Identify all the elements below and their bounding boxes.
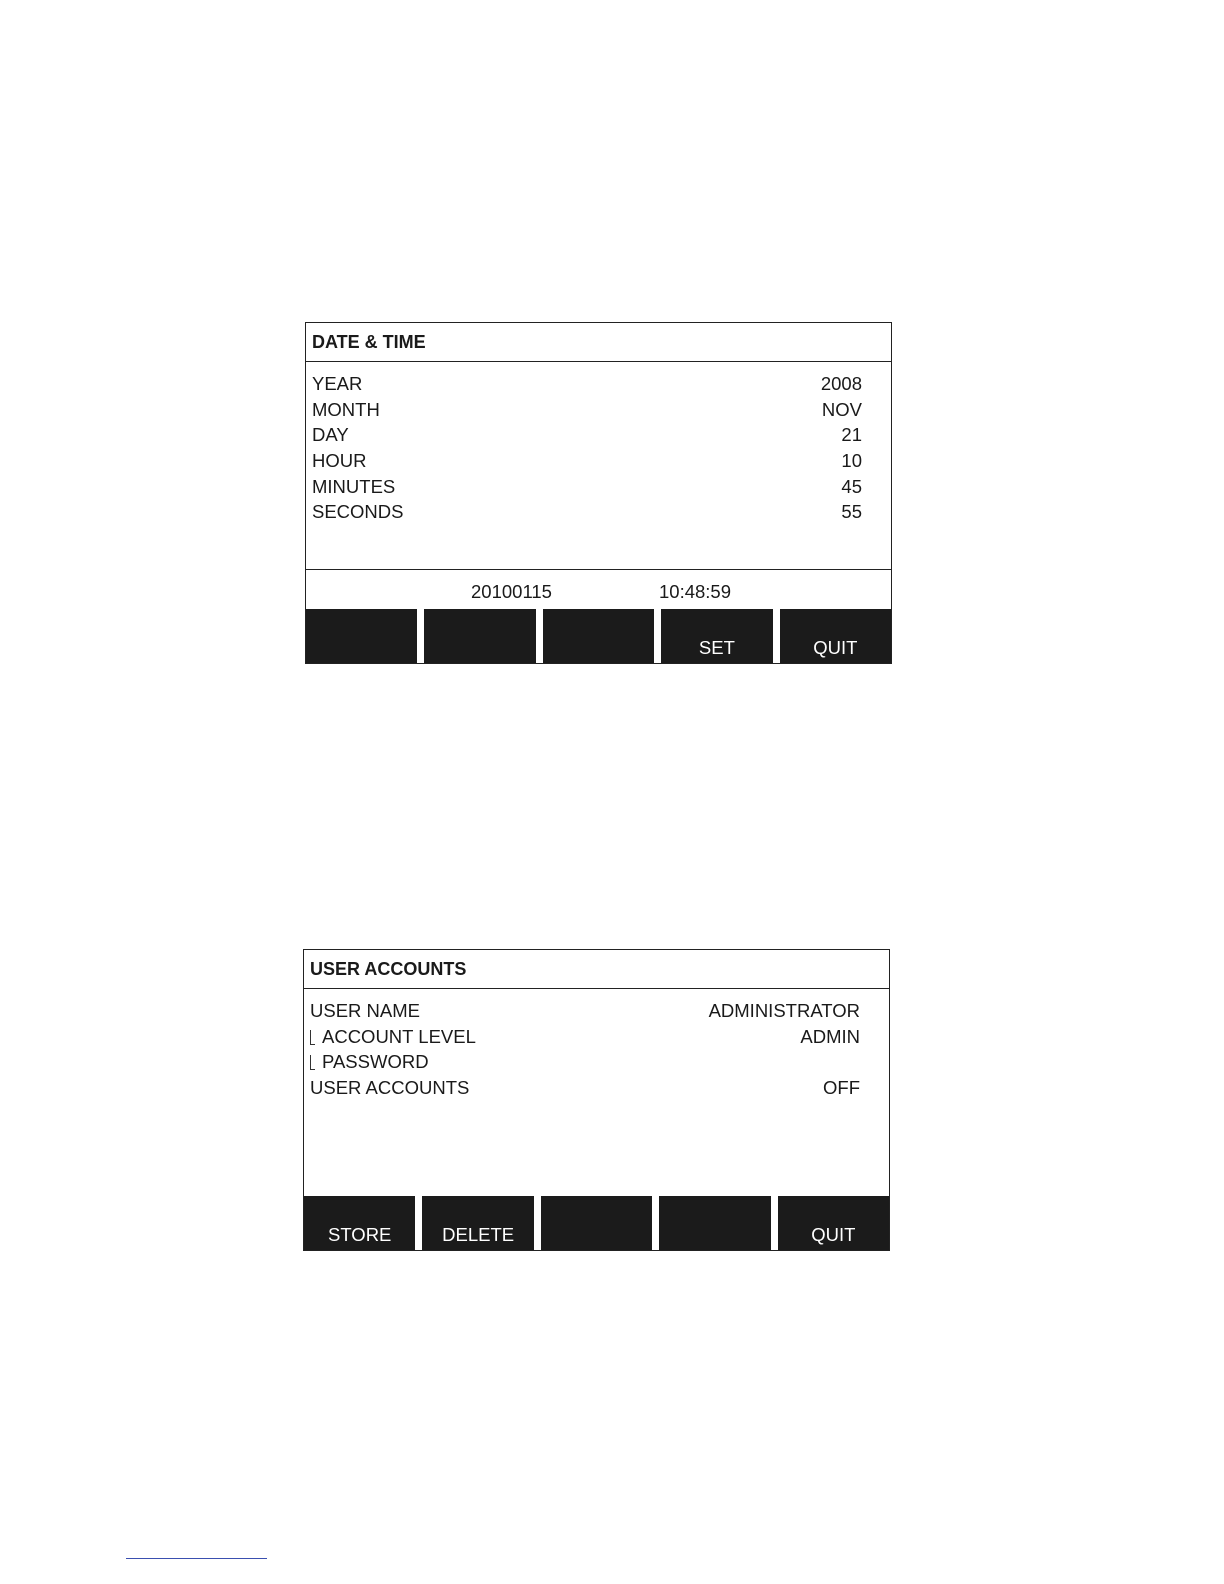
softkey-3[interactable] — [541, 1196, 659, 1250]
set-button[interactable]: SET — [661, 609, 779, 663]
row-value: ADMINISTRATOR — [708, 1000, 860, 1021]
row-user-name[interactable] — [310, 998, 860, 1024]
softkey-1[interactable] — [306, 609, 424, 663]
row-label: USER NAME — [310, 1000, 420, 1021]
row-value: 45 — [841, 475, 862, 497]
quit-button[interactable]: QUIT — [778, 1196, 889, 1250]
row-value: NOV — [821, 398, 862, 420]
row-seconds[interactable] — [312, 499, 862, 525]
softkey-3[interactable] — [543, 609, 661, 663]
tree-branch-icon — [310, 1030, 315, 1045]
status-bar — [306, 569, 891, 609]
row-label: HOUR — [312, 450, 367, 472]
user-accounts-title: USER ACCOUNTS — [304, 950, 889, 989]
row-label-wrap — [310, 1024, 476, 1050]
row-user-accounts[interactable] — [310, 1075, 860, 1101]
store-button[interactable]: STORE — [304, 1196, 422, 1250]
row-label: PASSWORD — [322, 1051, 429, 1073]
row-value: ADMIN — [800, 1025, 860, 1047]
row-year[interactable] — [312, 371, 862, 397]
row-label: ACCOUNT LEVEL — [322, 1025, 476, 1047]
user-accounts-screen — [303, 949, 890, 1251]
date-time-screen — [305, 322, 892, 664]
delete-button[interactable]: DELETE — [422, 1196, 540, 1250]
softkey-4[interactable] — [659, 1196, 777, 1250]
row-label: DAY — [312, 424, 349, 446]
softkey-2[interactable] — [424, 609, 542, 663]
quit-button[interactable]: QUIT — [780, 609, 891, 663]
row-value: OFF — [823, 1077, 860, 1099]
row-day[interactable] — [312, 422, 862, 448]
row-label: YEAR — [312, 373, 363, 394]
row-account-level[interactable] — [310, 1024, 860, 1050]
current-time: 10:48:59 — [659, 581, 732, 602]
row-label: SECONDS — [312, 501, 404, 523]
row-label: MONTH — [312, 398, 380, 420]
footer-rule — [126, 1558, 267, 1559]
row-minutes[interactable] — [312, 474, 862, 500]
row-value: 10 — [841, 450, 862, 472]
row-hour[interactable] — [312, 448, 862, 474]
row-value: 21 — [841, 424, 862, 446]
user-accounts-rows — [310, 998, 860, 1101]
date-time-title: DATE & TIME — [306, 323, 891, 362]
row-password[interactable] — [310, 1049, 860, 1075]
tree-branch-icon — [310, 1055, 315, 1070]
softkey-bar — [304, 1196, 889, 1250]
row-label-wrap — [310, 1049, 429, 1075]
softkey-bar — [306, 609, 891, 663]
row-month[interactable] — [312, 397, 862, 423]
row-label: MINUTES — [312, 475, 396, 497]
date-time-rows — [312, 371, 862, 525]
row-value: 2008 — [820, 373, 862, 394]
row-label: USER ACCOUNTS — [310, 1077, 470, 1099]
current-date: 20100115 — [471, 581, 552, 602]
row-value: 55 — [841, 501, 862, 523]
